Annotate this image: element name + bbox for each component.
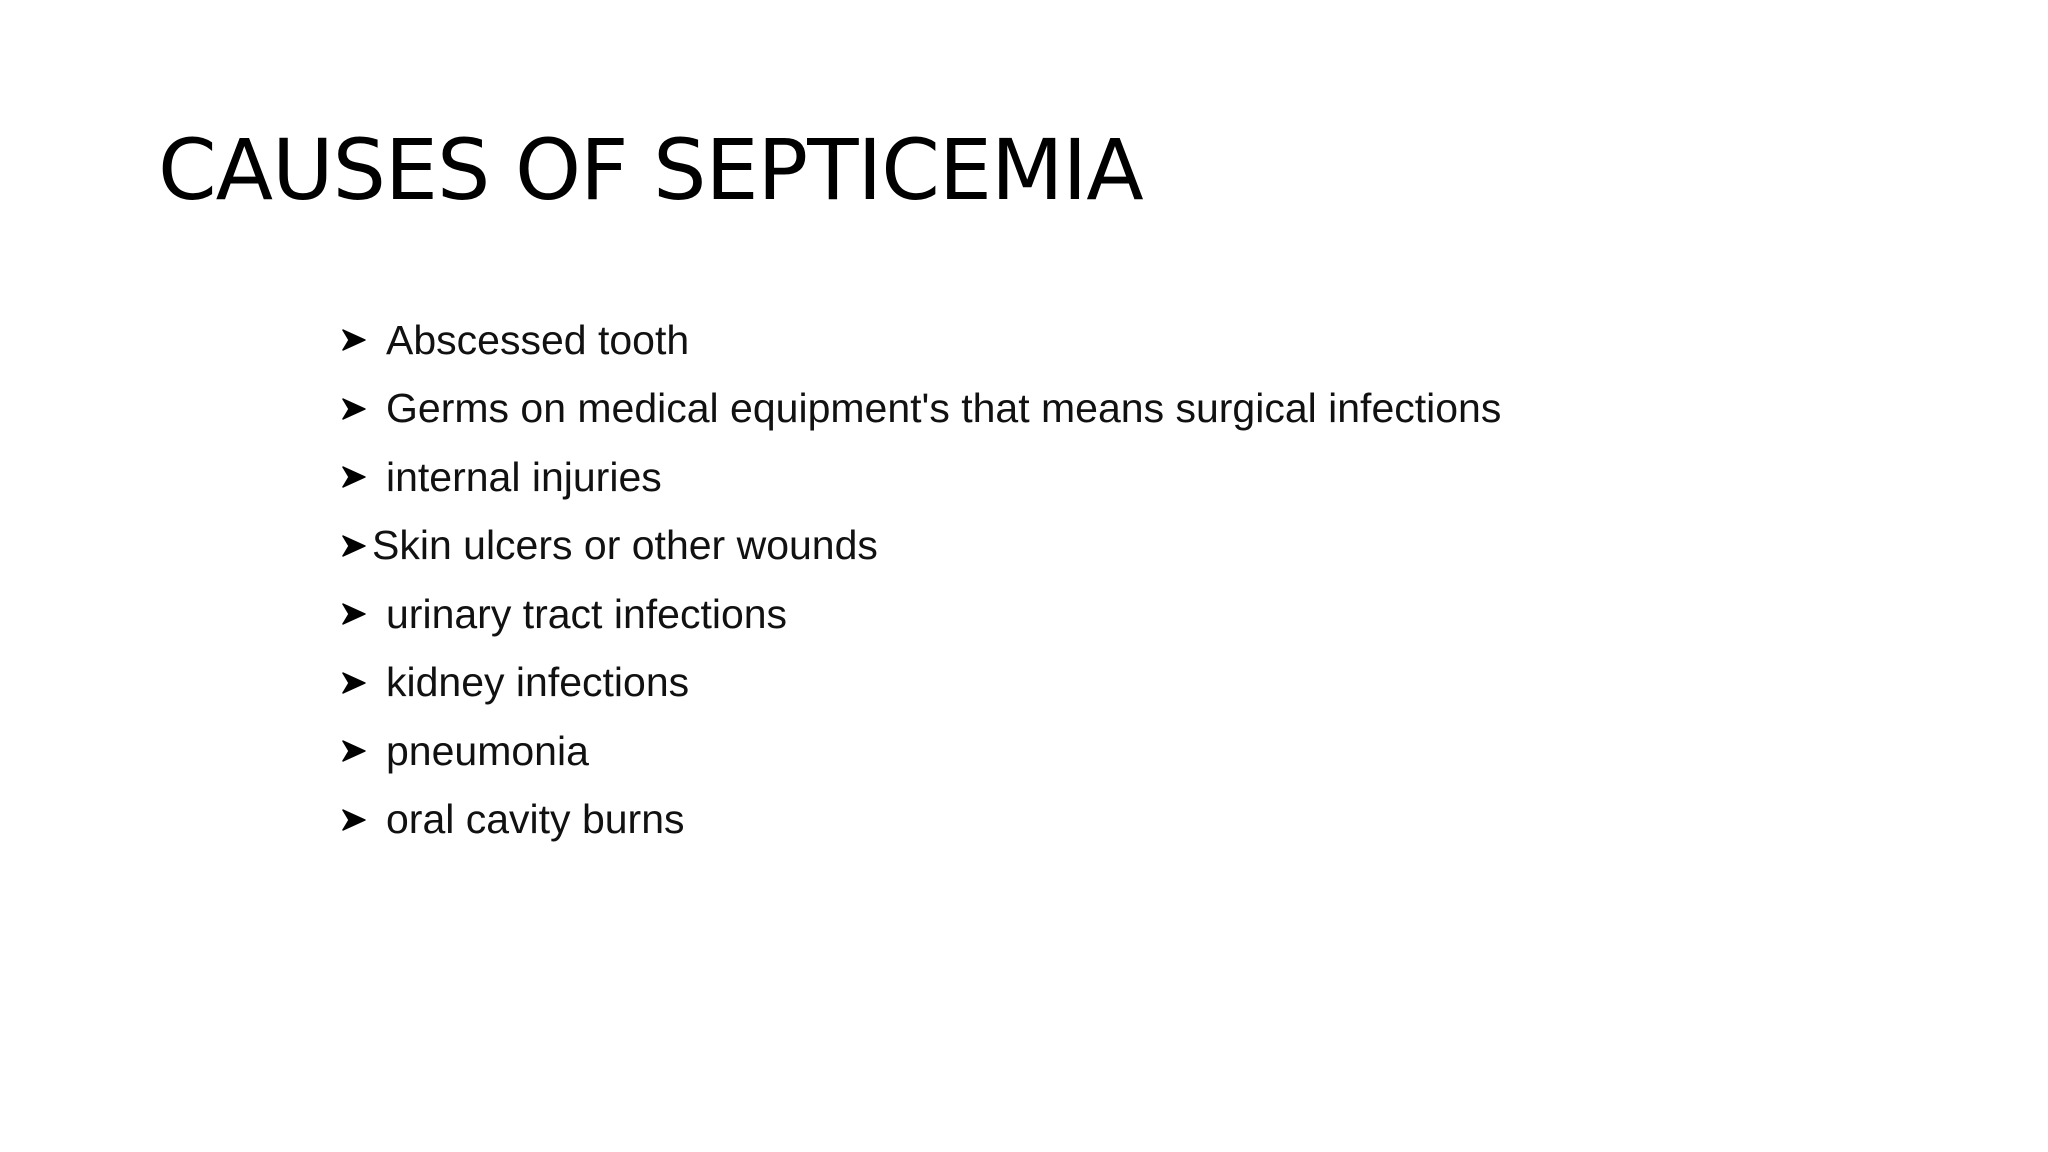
arrowhead-bullet-icon bbox=[340, 806, 368, 834]
arrowhead-bullet-icon bbox=[340, 600, 368, 628]
bullet-text: kidney infections bbox=[386, 659, 690, 706]
bullet-text: Germs on medical equipment's that means surgical infections bbox=[386, 385, 1502, 432]
list-item bbox=[340, 580, 1501, 649]
arrowhead-bullet-icon bbox=[340, 669, 368, 697]
list-item bbox=[340, 786, 1501, 855]
arrowhead-bullet-icon bbox=[340, 326, 368, 354]
bullet-list bbox=[340, 306, 1501, 854]
slide-title: CAUSES OF SEPTICEMIA bbox=[158, 121, 1143, 219]
arrowhead-bullet-icon bbox=[340, 532, 368, 560]
bullet-text: oral cavity burns bbox=[386, 796, 685, 843]
arrowhead-bullet-icon bbox=[340, 463, 368, 491]
arrowhead-bullet-icon bbox=[340, 737, 368, 765]
list-item bbox=[340, 443, 1501, 512]
bullet-text: Skin ulcers or other wounds bbox=[372, 522, 878, 569]
list-item bbox=[340, 375, 1501, 444]
bullet-text: pneumonia bbox=[386, 727, 589, 774]
bullet-text: Abscessed tooth bbox=[386, 316, 690, 363]
bullet-text: urinary tract infections bbox=[386, 590, 788, 637]
list-item bbox=[340, 306, 1501, 375]
bullet-text: internal injuries bbox=[386, 453, 662, 500]
list-item bbox=[340, 512, 1501, 581]
list-item bbox=[340, 649, 1501, 718]
arrowhead-bullet-icon bbox=[340, 395, 368, 423]
list-item bbox=[340, 717, 1501, 786]
